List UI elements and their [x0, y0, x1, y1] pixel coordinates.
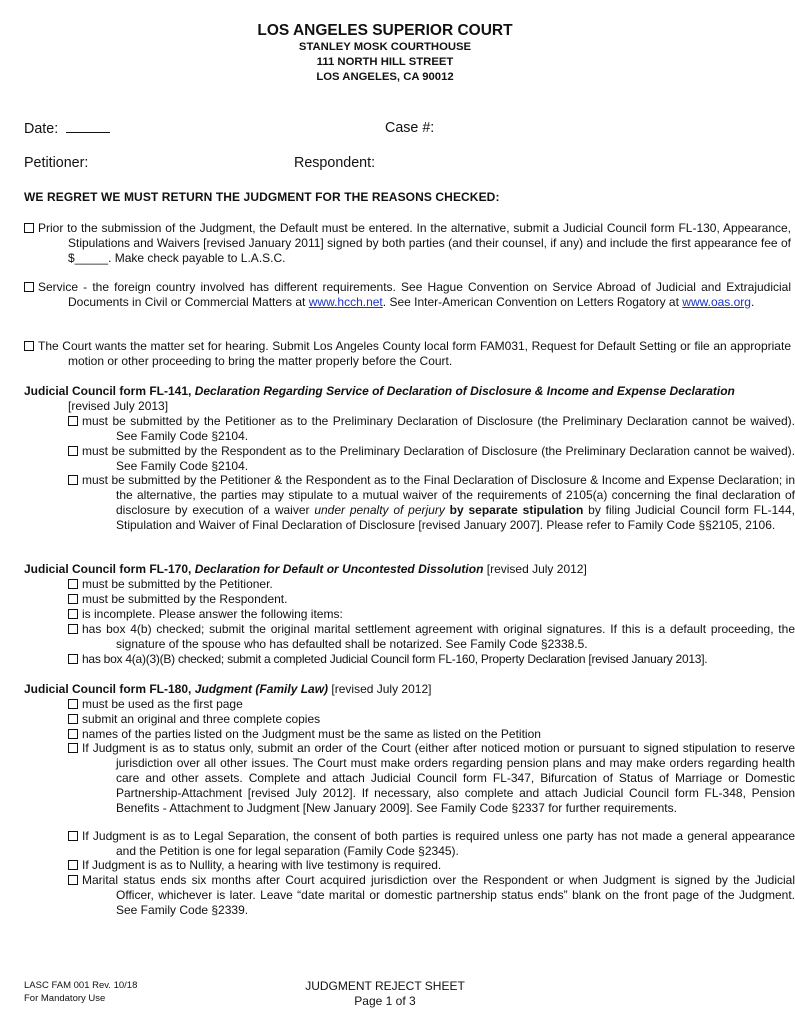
reason-hearing: The Court wants the matter set for hearing. Submit Los Angeles County local form FAM031, Request for Default Setting or file an appropriate motion or other proceeding to bring the matter properly before the Court.: [24, 339, 791, 369]
checkbox[interactable]: [68, 594, 78, 604]
fl170-item-box-4b: has box 4(b) checked; submit the original marital settlement agreement with original signatures. If this is a default proceeding, the signature of the spouse who has defaulted shall be notarized. See Family Code §2338.5.: [68, 622, 795, 652]
fl170-item-petitioner: must be submitted by the Petitioner.: [68, 577, 273, 592]
fl180-item-copies: submit an original and three complete copies: [68, 712, 320, 727]
fl180-item-names: names of the parties listed on the Judgment must be the same as listed on the Petition: [68, 727, 541, 742]
checkbox[interactable]: [68, 831, 78, 841]
courthouse-street: 111 NORTH HILL STREET: [316, 56, 454, 68]
fl180-heading: Judicial Council form FL-180, Judgment (Family Law) [revised July 2012]: [24, 682, 432, 696]
footer-title: JUDGMENT REJECT SHEET: [305, 979, 465, 993]
case-number-label: Case #:: [385, 120, 435, 136]
date-field: [24, 120, 110, 137]
checkbox[interactable]: [24, 341, 34, 351]
date-blank[interactable]: [66, 120, 110, 133]
footer-form-id: LASC FAM 001 Rev. 10/18: [24, 980, 138, 991]
fl180-item-first-page: must be used as the first page: [68, 697, 243, 712]
date-label: Date:: [24, 121, 59, 137]
fl141-heading: Judicial Council form FL-141, Declaration Regarding Service of Declaration of Disclosure & Income and Expense Declaration: [24, 384, 735, 398]
fl170-item-incomplete: is incomplete. Please answer the following items:: [68, 607, 343, 622]
checkbox[interactable]: [68, 714, 78, 724]
checkbox[interactable]: [24, 223, 34, 233]
fl180-item-legal-separation: If Judgment is as to Legal Separation, the consent of both parties is required unless one party has not made a general appearance and the Petition is one for legal separation (Family Code §2345).: [68, 829, 795, 859]
fl170-item-box-4a3b: has box 4(a)(3)(B) checked; submit a completed Judicial Council form FL-160, Property Declaration [revised January 2013].: [68, 652, 707, 667]
checkbox[interactable]: [68, 743, 78, 753]
courthouse-city: LOS ANGELES, CA 90012: [316, 71, 454, 83]
fl170-heading: Judicial Council form FL-170, Declaration for Default or Uncontested Dissolution [revised July 2012]: [24, 562, 587, 576]
footer-mandatory: For Mandatory Use: [24, 993, 106, 1004]
fl180-item-marital-status: Marital status ends six months after Court acquired jurisdiction over the Respondent or when Judgment is signed by the Judicial Officer, whichever is later. Leave “date marital or domestic partnership status ends” blank on the front page of the Judgment. See Family Code §2339.: [68, 873, 795, 918]
respondent-label: Respondent:: [294, 155, 376, 171]
checkbox[interactable]: [68, 624, 78, 634]
hcch-link[interactable]: www.hcch.net: [308, 295, 383, 309]
reason-foreign-service: Service - the foreign country involved has different requirements. See Hague Convention on Service Abroad of Judicial and Extrajudicial Documents in Civil or Commercial Matters at www.hcch.net. See Inter-American Convention on Letters Rogatory at www.oas.org.: [24, 280, 791, 310]
fl180-item-status-only: If Judgment is as to status only, submit an order of the Court (either after noticed motion or pursuant to signed stipulation to reserve jurisdiction over all other issues. The Court must make orders regarding pension plans and may make orders regarding health care and other assets. Complete and attach Judicial Council form FL-347, Bifurcation of Status of Marriage or Domestic Partnership-Attachment [revised July 2012]. If necessary, also complete and attach Judicial Council form FL-348, Pension Benefits - Attachment to Judgment [New January 2009]. See Family Code §2337 for further requirements.: [68, 741, 795, 816]
checkbox[interactable]: [68, 729, 78, 739]
checkbox[interactable]: [68, 475, 78, 485]
checkbox[interactable]: [68, 446, 78, 456]
regret-heading: WE REGRET WE MUST RETURN THE JUDGMENT FOR THE REASONS CHECKED:: [24, 190, 500, 204]
checkbox[interactable]: [24, 282, 34, 292]
checkbox[interactable]: [68, 416, 78, 426]
checkbox[interactable]: [68, 609, 78, 619]
fl141-revised: [revised July 2013]: [68, 399, 169, 413]
courthouse-name: STANLEY MOSK COURTHOUSE: [298, 41, 472, 53]
fl141-item-final-declaration: must be submitted by the Petitioner & the Respondent as to the Final Declaration of Disclosure & Income and Expense Declaration; in the alternative, the parties may stipulate to a mutual waiver of the requirements of 2105(a) concerning the final declaration of disclosure by execution of a waiver under penalty of perjury by separate stipulation by filing Judicial Council form FL-144, Stipulation and Waiver of Final Declaration of Disclosure [revised January 2007]. Please refer to Family Code §§2105, 2106.: [68, 473, 795, 533]
checkbox[interactable]: [68, 654, 78, 664]
checkbox[interactable]: [68, 579, 78, 589]
fl141-item-petitioner: must be submitted by the Petitioner as to the Preliminary Declaration of Disclosure (the Preliminary Declaration cannot be waived). See Family Code §2104.: [68, 414, 795, 444]
checkbox[interactable]: [68, 860, 78, 870]
oas-link[interactable]: www.oas.org: [682, 295, 751, 309]
checkbox[interactable]: [68, 699, 78, 709]
fl180-item-nullity: If Judgment is as to Nullity, a hearing with live testimony is required.: [68, 858, 441, 873]
fl170-item-respondent: must be submitted by the Respondent.: [68, 592, 287, 607]
petitioner-label: Petitioner:: [24, 155, 89, 171]
footer-page-number: Page 1 of 3: [354, 994, 416, 1008]
fl141-item-respondent: must be submitted by the Respondent as to the Preliminary Declaration of Disclosure (the Preliminary Declaration cannot be waived). See Family Code §2104.: [68, 444, 795, 474]
reason-default-entry: Prior to the submission of the Judgment, the Default must be entered. In the alternative, submit a Judicial Council form FL-130, Appearance, Stipulations and Waivers [revised January 2011] signed by both parties (and their counsel, if any) and include the first appearance fee of $_____. Make check payable to L.A.S.C.: [24, 221, 791, 266]
court-name: LOS ANGELES SUPERIOR COURT: [257, 22, 513, 39]
checkbox[interactable]: [68, 875, 78, 885]
